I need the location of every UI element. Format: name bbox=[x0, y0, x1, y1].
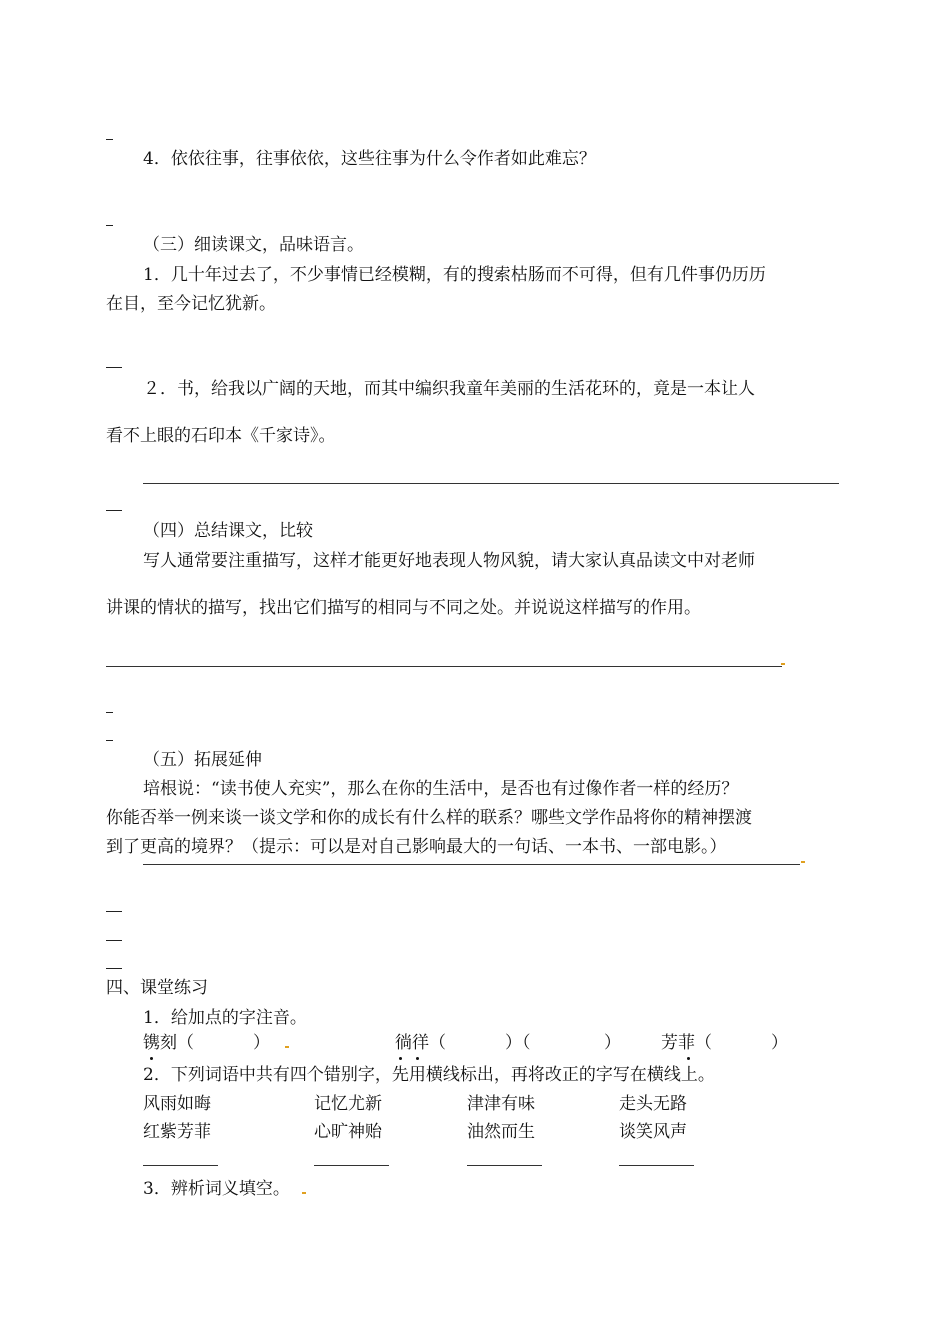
question-4: 4．依依往事，往事依依，这些往事为什么令作者如此难忘？ bbox=[143, 149, 596, 169]
paren-close: ） bbox=[604, 1033, 621, 1053]
sec5-para-line1: 培根说：“读书使人充实”，那么在你的生活中，是否也有过像作者一样的经历？ bbox=[143, 779, 739, 799]
paren-close-open: ）（ bbox=[505, 1033, 531, 1053]
emphasis-dot bbox=[150, 1057, 153, 1060]
word-fangfei: 芳菲（ bbox=[661, 1033, 712, 1053]
word-row2-4: 谈笑风声 bbox=[619, 1122, 687, 1142]
sec3-q1-line2: 在目，至今记忆犹新。 bbox=[106, 294, 276, 314]
edit-mark bbox=[285, 1046, 289, 1048]
word-row2-1: 红紫芳菲 bbox=[143, 1122, 211, 1142]
section-5-heading: （五）拓展延伸 bbox=[143, 750, 262, 770]
sec3-q2-line1: ２．书，给我以广阔的天地，而其中编织我童年美丽的生活花环的，竟是一本让人 bbox=[143, 379, 755, 399]
answer-dash bbox=[106, 139, 113, 140]
answer-dash bbox=[106, 740, 113, 741]
word-row1-3: 津津有味 bbox=[467, 1094, 535, 1114]
sec3-q2-line2: 看不上眼的石印本《千家诗》。 bbox=[106, 426, 336, 446]
correction-blank[interactable] bbox=[619, 1165, 694, 1166]
word-row1-2: 记忆尤新 bbox=[314, 1094, 382, 1114]
word-juanke: 镌刻（ bbox=[143, 1033, 194, 1053]
word-row2-2: 心旷神贻 bbox=[314, 1122, 382, 1142]
word-row1-1: 风雨如晦 bbox=[143, 1094, 211, 1114]
answer-line[interactable] bbox=[143, 483, 839, 484]
paren-close: ） bbox=[771, 1033, 788, 1053]
sec5-para-line2: 你能否举一例来谈一谈文学和你的成长有什么样的联系？哪些文学作品将你的精神摆渡 bbox=[106, 808, 752, 828]
edit-mark bbox=[302, 1192, 306, 1194]
practice-q1: 1．给加点的字注音。 bbox=[143, 1008, 307, 1028]
word-changyang: 徜徉（ bbox=[395, 1033, 446, 1053]
correction-blank[interactable] bbox=[467, 1165, 542, 1166]
practice-heading: 四、课堂练习 bbox=[106, 978, 208, 998]
practice-q3: 3．辨析词义填空。 bbox=[143, 1179, 290, 1199]
word-row1-4: 走头无路 bbox=[619, 1094, 687, 1114]
sec5-para-line3: 到了更高的境界？（提示：可以是对自己影响最大的一句话、一本书、一部电影。） bbox=[106, 837, 727, 857]
correction-blank[interactable] bbox=[314, 1165, 389, 1166]
sec3-q1-line1: 1．几十年过去了，不少事情已经模糊，有的搜索枯肠而不可得，但有几件事仍历历 bbox=[143, 265, 766, 285]
answer-dash bbox=[106, 510, 122, 511]
sec4-para-line2: 讲课的情状的描写，找出它们描写的相同与不同之处。并说说这样描写的作用。 bbox=[106, 598, 701, 618]
word-row2-3: 油然而生 bbox=[467, 1122, 535, 1142]
answer-dash bbox=[106, 712, 113, 713]
edit-mark bbox=[781, 663, 785, 665]
correction-blank[interactable] bbox=[143, 1165, 218, 1166]
answer-dash bbox=[106, 225, 113, 226]
answer-line[interactable] bbox=[143, 864, 800, 865]
section-4-heading: （四）总结课文，比较 bbox=[143, 521, 313, 541]
emphasis-dot bbox=[687, 1057, 690, 1060]
answer-dash bbox=[106, 367, 122, 368]
edit-mark bbox=[801, 861, 805, 863]
practice-q2: 2．下列词语中共有四个错别字，先用横线标出，再将改正的字写在横线上。 bbox=[143, 1065, 715, 1085]
answer-dash bbox=[106, 911, 122, 912]
answer-dash bbox=[106, 940, 122, 941]
answer-line[interactable] bbox=[106, 666, 782, 667]
emphasis-dot bbox=[399, 1057, 402, 1060]
section-3-heading: （三）细读课文，品味语言。 bbox=[143, 235, 364, 255]
emphasis-dot bbox=[416, 1057, 419, 1060]
answer-dash bbox=[106, 968, 122, 969]
paren-close: ） bbox=[253, 1033, 270, 1053]
sec4-para-line1: 写人通常要注重描写，这样才能更好地表现人物风貌，请大家认真品读文中对老师 bbox=[143, 551, 755, 571]
